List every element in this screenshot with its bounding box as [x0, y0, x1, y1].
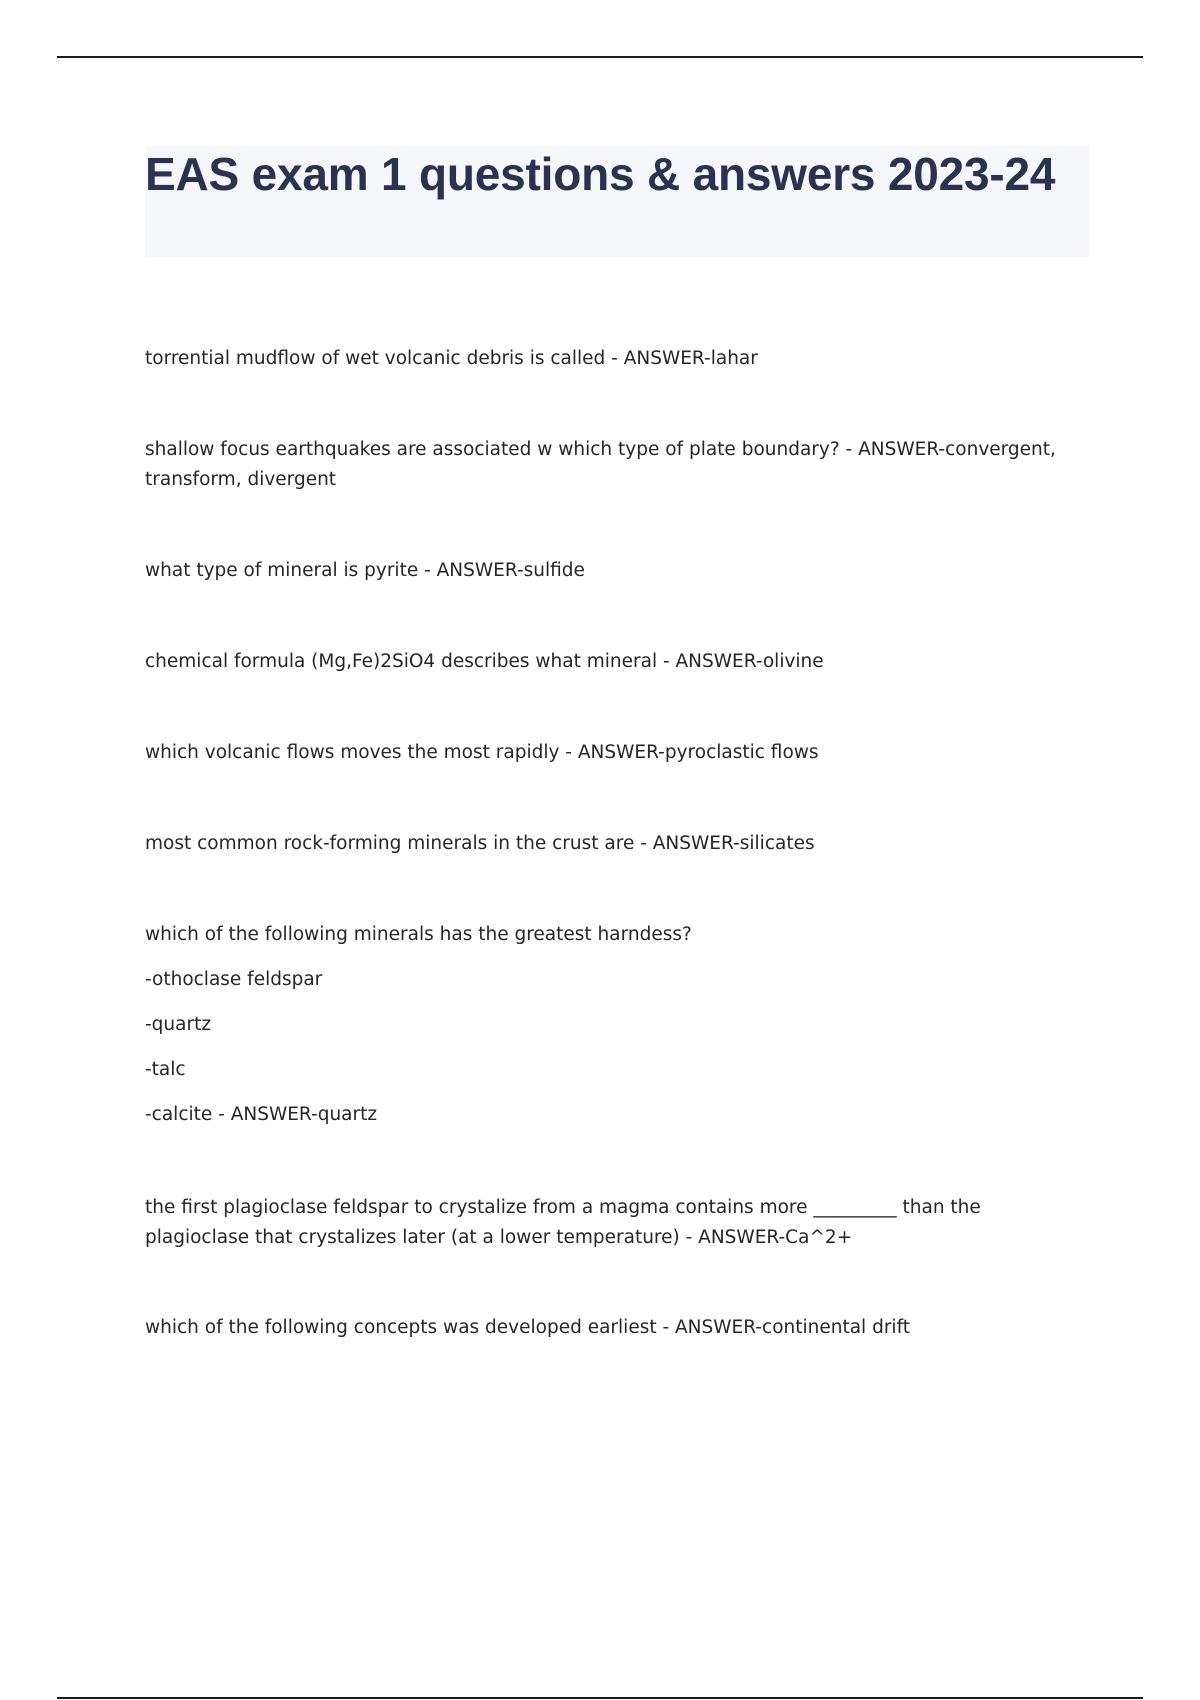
qa-text: which of the following minerals has the greatest harndess? [145, 924, 692, 945]
option-line: -calcite - ANSWER-quartz [145, 1104, 378, 1125]
qa-text: what type of mineral is pyrite - ANSWER-sulfide [145, 560, 585, 581]
document-title: EAS exam 1 questions & answers 2023-24 [145, 148, 1056, 200]
option-line: -talc [145, 1059, 186, 1080]
qa-item-6 [145, 829, 1085, 859]
qa-text: the first plagioclase feldspar to crystalize from a magma contains more _________ than the plagioclase that crystalizes later (at a lower temperature) - ANSWER-Ca^2+ [145, 1197, 981, 1248]
qa-item-4 [145, 647, 1085, 677]
qa-item-7 [145, 920, 1085, 1130]
qa-text: shallow focus earthquakes are associated w which type of plate boundary? - ANSWER-convergent, transform, divergent [145, 439, 1056, 490]
qa-item-2 [145, 435, 1085, 495]
qa-text: which volcanic flows moves the most rapidly - ANSWER-pyroclastic flows [145, 742, 819, 763]
qa-text: torrential mudflow of wet volcanic debris is called - ANSWER-lahar [145, 348, 758, 369]
qa-item-9 [145, 1313, 1085, 1343]
qa-item-3 [145, 556, 1085, 586]
option-line: -quartz [145, 1014, 212, 1035]
qa-text: chemical formula (Mg,Fe)2SiO4 describes what mineral - ANSWER-olivine [145, 651, 824, 672]
qa-item-1 [145, 344, 1085, 374]
qa-item-8 [145, 1193, 1085, 1253]
qa-text: which of the following concepts was developed earliest - ANSWER-continental drift [145, 1317, 911, 1338]
qa-item-5 [145, 738, 1085, 768]
bottom-rule [57, 1697, 1143, 1699]
top-rule [57, 56, 1143, 58]
qa-text: most common rock-forming minerals in the crust are - ANSWER-silicates [145, 833, 815, 854]
title-banner [145, 146, 1089, 257]
option-line: -othoclase feldspar [145, 969, 323, 990]
